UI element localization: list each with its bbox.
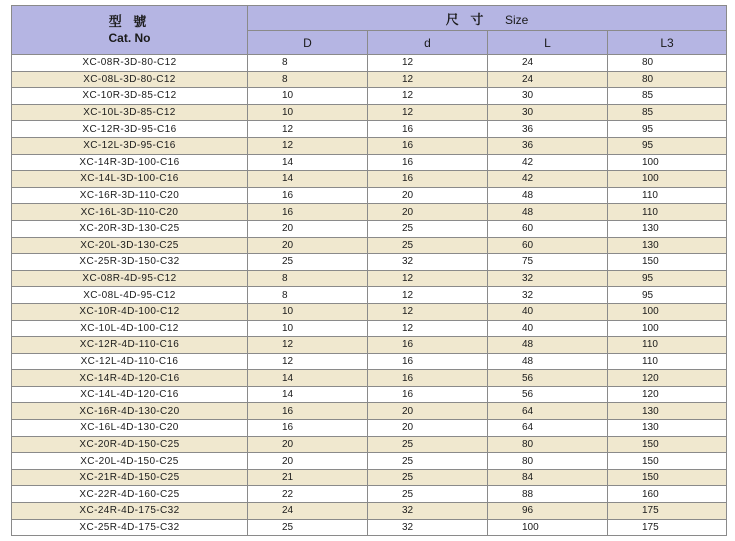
cell-D: 20: [248, 436, 368, 453]
cell-L3: 175: [608, 503, 727, 520]
cell-D: 16: [248, 204, 368, 221]
cell-cat-no: XC-12L-3D-95-C16: [12, 137, 248, 154]
cell-d: 16: [368, 370, 488, 387]
cell-D: 14: [248, 386, 368, 403]
cell-d: 32: [368, 503, 488, 520]
table-row: [12, 270, 727, 287]
cell-cat-no: XC-16L-4D-130-C20: [12, 420, 248, 437]
cell-cat-no: XC-25R-4D-175-C32: [12, 519, 248, 536]
column-header-d: d: [368, 31, 488, 55]
cell-D: 10: [248, 88, 368, 105]
cell-D: 12: [248, 337, 368, 354]
cell-cat-no: XC-16R-4D-130-C20: [12, 403, 248, 420]
cell-D: 14: [248, 370, 368, 387]
cell-cat-no: XC-14R-3D-100-C16: [12, 154, 248, 171]
cell-d: 16: [368, 121, 488, 138]
cell-L3: 80: [608, 55, 727, 72]
cell-L: 40: [488, 303, 608, 320]
table-row: [12, 337, 727, 354]
cell-cat-no: XC-12R-4D-110-C16: [12, 337, 248, 354]
table-row: [12, 137, 727, 154]
cell-cat-no: XC-12L-4D-110-C16: [12, 353, 248, 370]
cell-d: 16: [368, 171, 488, 188]
cell-d: 25: [368, 469, 488, 486]
cell-cat-no: XC-24R-4D-175-C32: [12, 503, 248, 520]
cell-cat-no: XC-10R-3D-85-C12: [12, 88, 248, 105]
cell-cat-no: XC-16R-3D-110-C20: [12, 187, 248, 204]
cell-d: 25: [368, 237, 488, 254]
cell-L3: 100: [608, 154, 727, 171]
table-row: [12, 386, 727, 403]
cell-L3: 100: [608, 303, 727, 320]
cell-L3: 85: [608, 104, 727, 121]
table-row: [12, 453, 727, 470]
cell-L: 64: [488, 420, 608, 437]
cell-d: 12: [368, 104, 488, 121]
cell-L3: 95: [608, 270, 727, 287]
cell-L: 56: [488, 370, 608, 387]
size-header-en: Size: [504, 12, 529, 27]
cell-L: 88: [488, 486, 608, 503]
cell-cat-no: XC-25R-3D-150-C32: [12, 254, 248, 271]
cell-L: 42: [488, 154, 608, 171]
cell-L: 64: [488, 403, 608, 420]
cell-D: 14: [248, 171, 368, 188]
cell-cat-no: XC-10L-4D-100-C12: [12, 320, 248, 337]
cell-L: 100: [488, 519, 608, 536]
cell-L: 30: [488, 88, 608, 105]
cell-d: 20: [368, 420, 488, 437]
table-row: [12, 187, 727, 204]
cell-d: 12: [368, 320, 488, 337]
cell-d: 12: [368, 71, 488, 88]
cell-cat-no: XC-20L-3D-130-C25: [12, 237, 248, 254]
cell-d: 12: [368, 55, 488, 72]
cell-L: 60: [488, 237, 608, 254]
table-row: [12, 287, 727, 304]
cell-L3: 110: [608, 353, 727, 370]
table-header: [12, 6, 727, 55]
table-row: [12, 104, 727, 121]
table-row: [12, 71, 727, 88]
cell-L3: 110: [608, 204, 727, 221]
cell-L3: 150: [608, 254, 727, 271]
cell-D: 14: [248, 154, 368, 171]
table-row: [12, 254, 727, 271]
cell-L3: 120: [608, 386, 727, 403]
table-row: [12, 436, 727, 453]
cell-L3: 150: [608, 453, 727, 470]
cell-L3: 95: [608, 121, 727, 138]
cell-L: 96: [488, 503, 608, 520]
spec-table-container: [11, 5, 726, 536]
model-header-en: Cat. No: [108, 31, 151, 45]
cell-L: 48: [488, 353, 608, 370]
cell-L: 48: [488, 204, 608, 221]
cell-cat-no: XC-20R-3D-130-C25: [12, 220, 248, 237]
cell-L: 32: [488, 270, 608, 287]
cell-L3: 130: [608, 403, 727, 420]
cell-D: 25: [248, 254, 368, 271]
cell-D: 10: [248, 303, 368, 320]
cell-D: 20: [248, 220, 368, 237]
cell-D: 22: [248, 486, 368, 503]
table-row: [12, 237, 727, 254]
table-row: [12, 204, 727, 221]
table-row: [12, 519, 727, 536]
cell-L: 36: [488, 121, 608, 138]
cell-L3: 110: [608, 337, 727, 354]
cell-cat-no: XC-10R-4D-100-C12: [12, 303, 248, 320]
cell-L: 36: [488, 137, 608, 154]
cell-d: 12: [368, 303, 488, 320]
cell-d: 16: [368, 353, 488, 370]
cell-D: 12: [248, 137, 368, 154]
cell-d: 25: [368, 220, 488, 237]
cell-D: 8: [248, 71, 368, 88]
cell-L3: 95: [608, 287, 727, 304]
cell-L: 48: [488, 187, 608, 204]
cell-L3: 120: [608, 370, 727, 387]
cell-d: 20: [368, 187, 488, 204]
cell-D: 20: [248, 453, 368, 470]
cell-L: 24: [488, 55, 608, 72]
cell-d: 25: [368, 486, 488, 503]
cell-d: 25: [368, 436, 488, 453]
cell-cat-no: XC-14L-4D-120-C16: [12, 386, 248, 403]
cell-L3: 80: [608, 71, 727, 88]
cell-D: 16: [248, 187, 368, 204]
cell-L: 40: [488, 320, 608, 337]
cell-D: 12: [248, 121, 368, 138]
cell-D: 8: [248, 287, 368, 304]
cell-cat-no: XC-22R-4D-160-C25: [12, 486, 248, 503]
cell-D: 20: [248, 237, 368, 254]
cell-L: 80: [488, 453, 608, 470]
cell-L: 24: [488, 71, 608, 88]
cell-cat-no: XC-20L-4D-150-C25: [12, 453, 248, 470]
table-row: [12, 370, 727, 387]
cell-cat-no: XC-20R-4D-150-C25: [12, 436, 248, 453]
cell-d: 16: [368, 137, 488, 154]
cell-L3: 150: [608, 436, 727, 453]
table-row: [12, 154, 727, 171]
cell-L3: 160: [608, 486, 727, 503]
cell-D: 16: [248, 420, 368, 437]
table-row: [12, 503, 727, 520]
cell-d: 32: [368, 254, 488, 271]
model-header: [12, 6, 248, 55]
cell-L3: 175: [608, 519, 727, 536]
table-row: [12, 303, 727, 320]
cell-cat-no: XC-16L-3D-110-C20: [12, 204, 248, 221]
cell-D: 24: [248, 503, 368, 520]
size-header-zh: 尺 寸: [445, 11, 488, 27]
cell-cat-no: XC-21R-4D-150-C25: [12, 469, 248, 486]
cell-L: 42: [488, 171, 608, 188]
cell-L: 30: [488, 104, 608, 121]
table-row: [12, 486, 727, 503]
cell-d: 20: [368, 403, 488, 420]
cell-L: 56: [488, 386, 608, 403]
cell-L3: 110: [608, 187, 727, 204]
cell-L: 32: [488, 287, 608, 304]
cell-cat-no: XC-08L-4D-95-C12: [12, 287, 248, 304]
table-row: [12, 121, 727, 138]
cell-L3: 130: [608, 420, 727, 437]
table-body: [12, 55, 727, 536]
column-header-L: L: [488, 31, 608, 55]
table-row: [12, 88, 727, 105]
column-header-L3: L3: [608, 31, 727, 55]
cell-L3: 150: [608, 469, 727, 486]
cell-cat-no: XC-14L-3D-100-C16: [12, 171, 248, 188]
cell-D: 8: [248, 55, 368, 72]
cell-L: 48: [488, 337, 608, 354]
cell-D: 21: [248, 469, 368, 486]
cell-L: 80: [488, 436, 608, 453]
cell-L3: 85: [608, 88, 727, 105]
table-row: [12, 469, 727, 486]
cell-L3: 95: [608, 137, 727, 154]
cell-D: 25: [248, 519, 368, 536]
cell-D: 10: [248, 104, 368, 121]
cell-d: 25: [368, 453, 488, 470]
table-row: [12, 171, 727, 188]
cell-d: 12: [368, 270, 488, 287]
cell-d: 16: [368, 154, 488, 171]
cell-cat-no: XC-14R-4D-120-C16: [12, 370, 248, 387]
cell-cat-no: XC-10L-3D-85-C12: [12, 104, 248, 121]
cell-D: 16: [248, 403, 368, 420]
cell-L3: 100: [608, 320, 727, 337]
cell-d: 32: [368, 519, 488, 536]
cell-L: 84: [488, 469, 608, 486]
cell-d: 16: [368, 337, 488, 354]
cell-L3: 130: [608, 237, 727, 254]
cell-L3: 130: [608, 220, 727, 237]
model-header-zh: 型 號: [108, 14, 151, 29]
cell-d: 20: [368, 204, 488, 221]
cell-cat-no: XC-08L-3D-80-C12: [12, 71, 248, 88]
cell-d: 12: [368, 287, 488, 304]
cell-L: 75: [488, 254, 608, 271]
table-row: [12, 55, 727, 72]
column-header-D: D: [248, 31, 368, 55]
cell-d: 12: [368, 88, 488, 105]
cell-cat-no: XC-08R-4D-95-C12: [12, 270, 248, 287]
table-row: [12, 220, 727, 237]
cell-L3: 100: [608, 171, 727, 188]
table-row: [12, 420, 727, 437]
cell-D: 10: [248, 320, 368, 337]
cell-D: 8: [248, 270, 368, 287]
table-row: [12, 353, 727, 370]
size-header: [248, 6, 727, 31]
spec-table: [11, 5, 727, 536]
table-row: [12, 403, 727, 420]
cell-cat-no: XC-12R-3D-95-C16: [12, 121, 248, 138]
cell-d: 16: [368, 386, 488, 403]
cell-L: 60: [488, 220, 608, 237]
cell-D: 12: [248, 353, 368, 370]
table-row: [12, 320, 727, 337]
cell-cat-no: XC-08R-3D-80-C12: [12, 55, 248, 72]
